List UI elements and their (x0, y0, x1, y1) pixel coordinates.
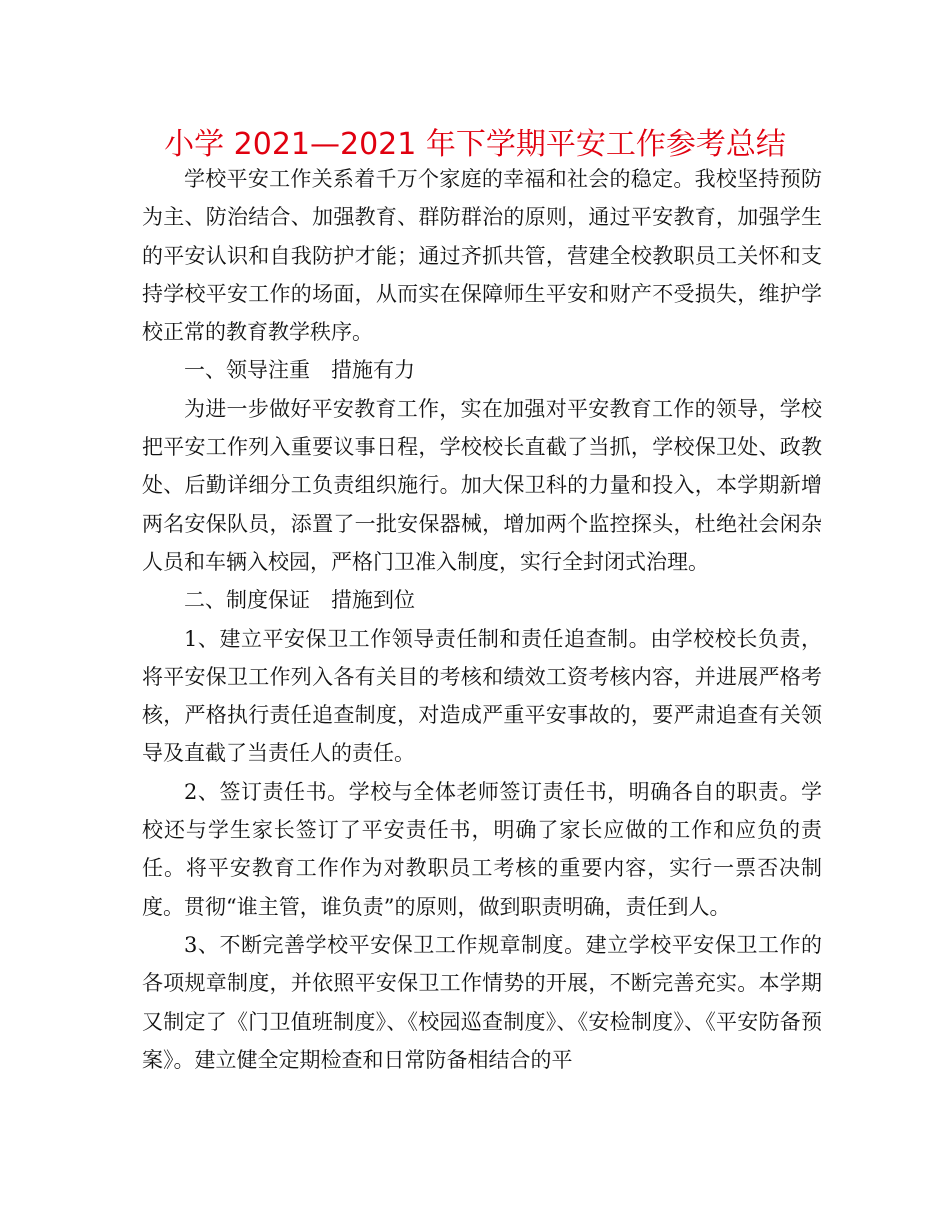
section-heading-2: 二、制度保证 措施到位 (184, 588, 415, 613)
document-title: 小学 2021—2021 年下学期平安工作参考总结 (164, 127, 786, 162)
section-2-item-3: 3、不断完善学校平安保卫工作规章制度。建立学校平安保卫工作的各项规章制度，并依照平安保卫工作情势的开展，不断完善充实。本学期又制定了《门卫值班制度》、《校园巡查制度》、《安检制度》、《平安防备预案》。建立健全定期检查和日常防备相结合的平 (142, 932, 822, 1072)
document-body (142, 160, 822, 1079)
section-heading-1: 一、领导注重 措施有力 (184, 358, 415, 383)
section-2-item-1: 1、建立平安保卫工作领导责任制和责任追查制。由学校校长负责，将平安保卫工作列入各有关目的考核和绩效工资考核内容，并进展严格考核，严格执行责任追查制度，对造成严重平安事故的，要严肃追查有关领导及直截了当责任人的责任。 (142, 626, 822, 766)
section-2-item-2: 2、签订责任书。学校与全体老师签订责任书，明确各自的职责。学校还与学生家长签订了平安责任书，明确了家长应做的工作和应负的责任。将平安教育工作作为对教职员工考核的重要内容，实行一票否决制度。贯彻“谁主管，谁负责”的原则，做到职责明确，责任到人。 (142, 779, 822, 919)
intro-paragraph: 学校平安工作关系着千万个家庭的幸福和社会的稳定。我校坚持预防为主、防治结合、加强教育、群防群治的原则，通过平安教育，加强学生的平安认识和自我防护才能；通过齐抓共管，营建全校教职员工关怀和支持学校平安工作的场面，从而实在保障师生平安和财产不受损失，维护学校正常的教育教学秩序。 (142, 167, 822, 345)
section-1-paragraph: 为进一步做好平安教育工作，实在加强对平安教育工作的领导，学校把平安工作列入重要议事日程，学校校长直截了当抓，学校保卫处、政教处、后勤详细分工负责组织施行。加大保卫科的力量和投入，本学期新增两名安保队员，添置了一批安保器械，增加两个监控探头，杜绝社会闲杂人员和车辆入校园，严格门卫准入制度，实行全封闭式治理。 (142, 396, 822, 574)
